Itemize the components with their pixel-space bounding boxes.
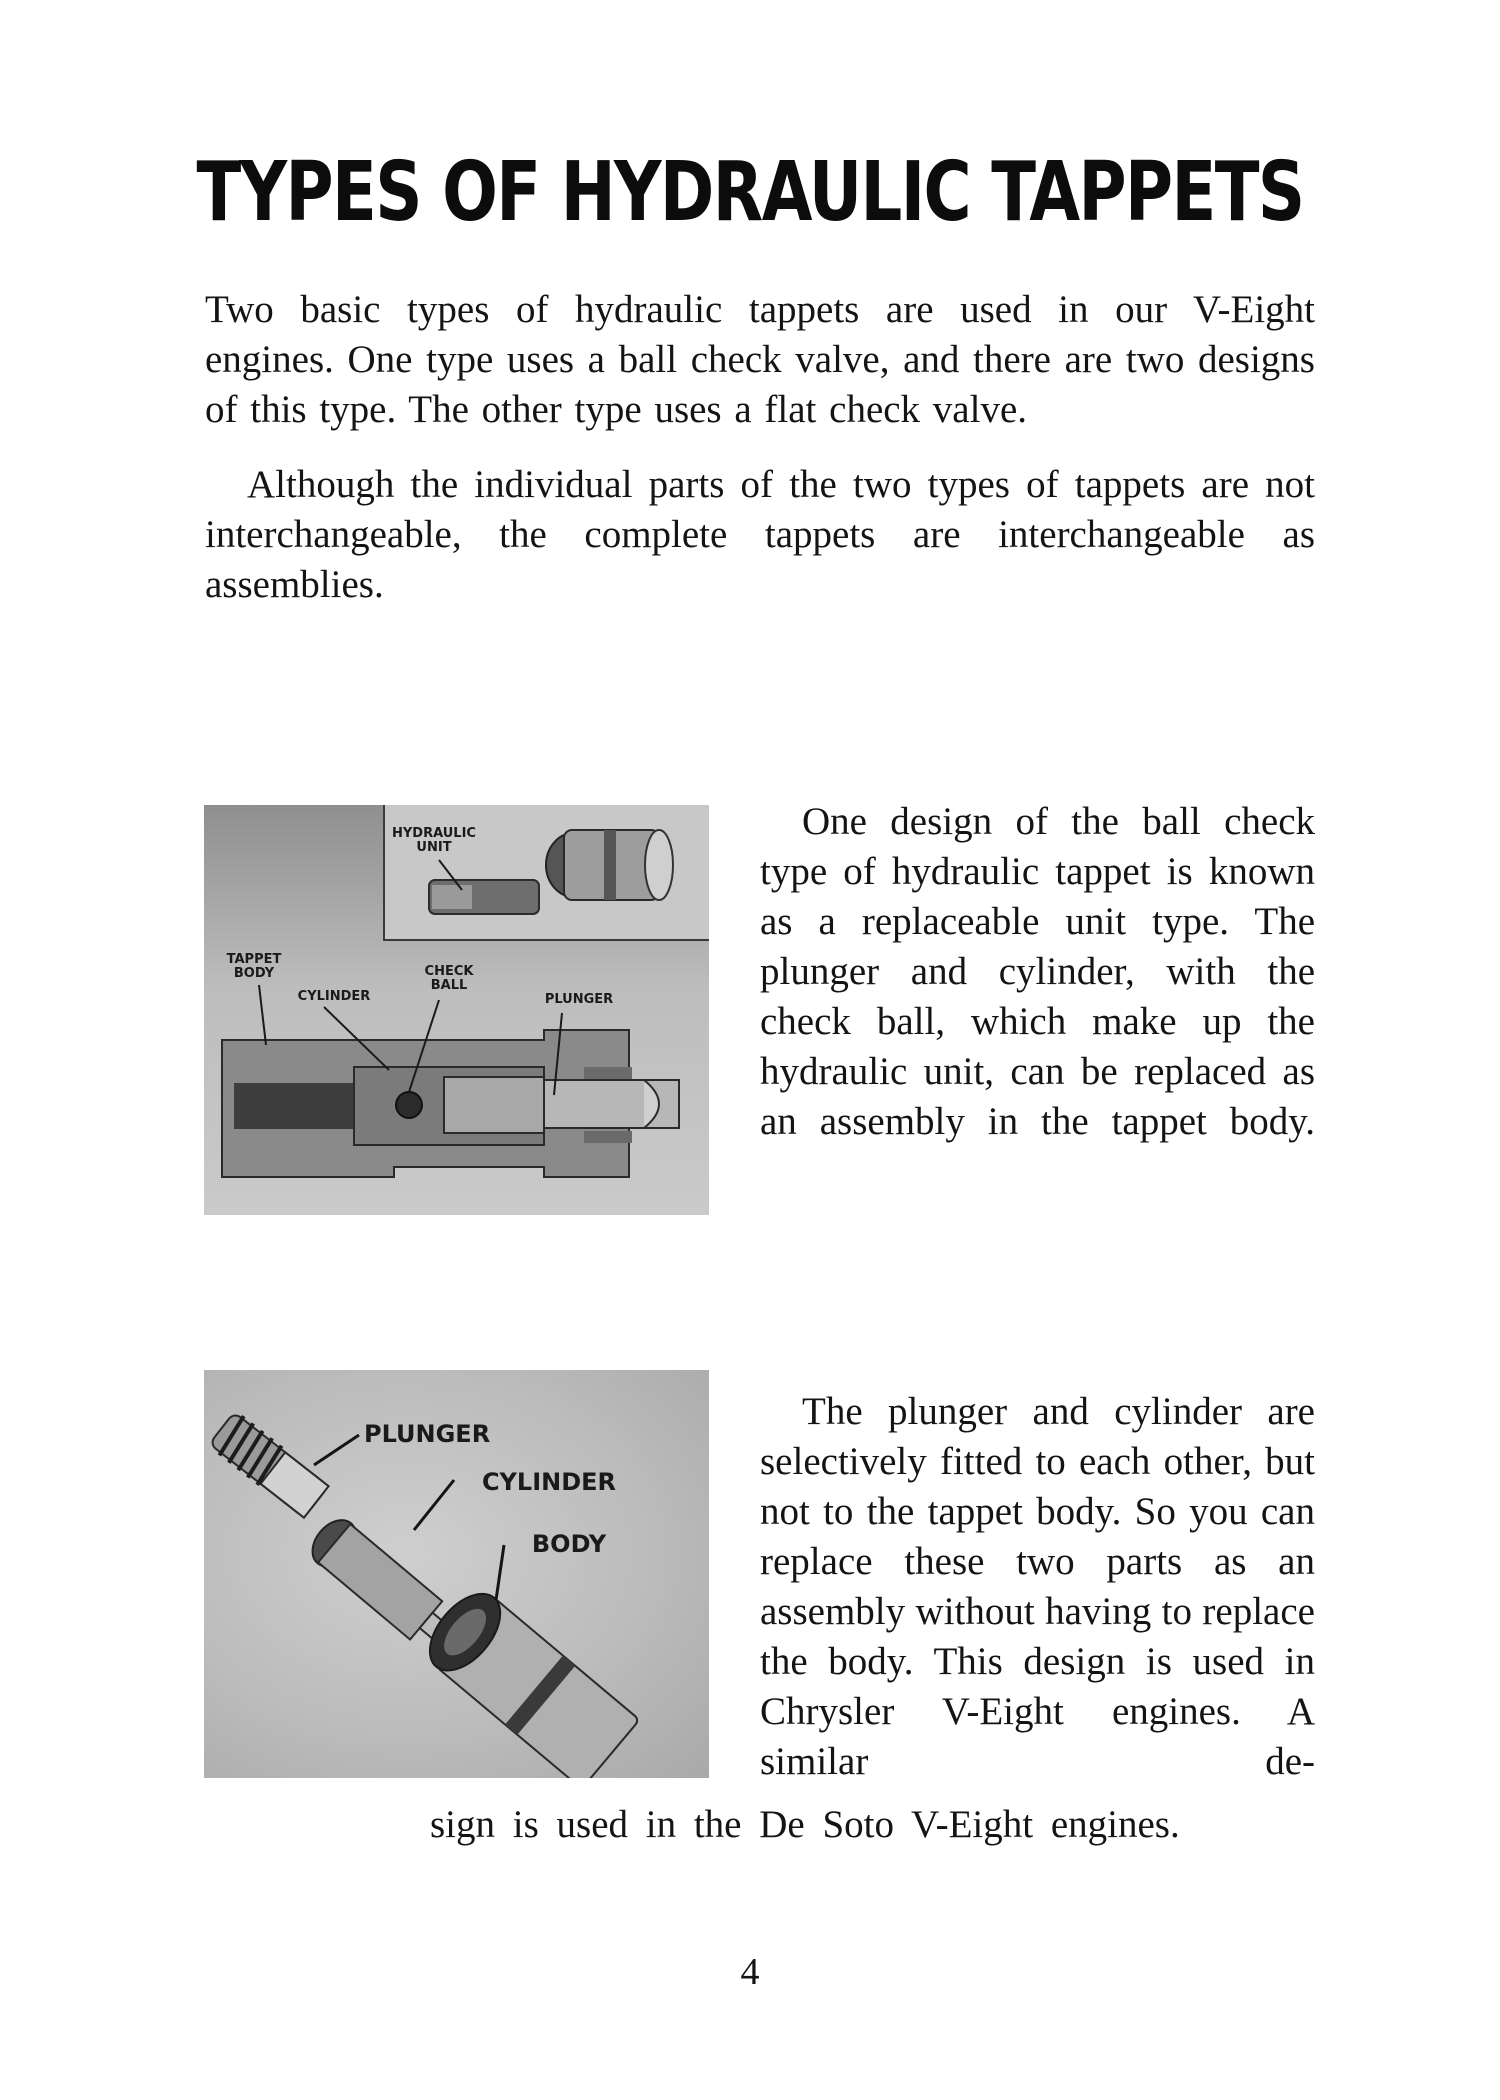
selective-fit-paragraph: The plunger and cylinder are selectively fitted to each other, but not to the tappet body. So you can replace these two parts as an assembly without having to replace the body. This design is used in Chrysler V-Eight engines. A similar de- — [760, 1390, 1315, 1783]
cutaway-tappet-photo — [204, 805, 709, 1215]
intro-paragraph: Two basic types of hydraulic tappets are used in our V-Eight engines. One type uses a ball check valve, and there are two designs of this type. The other type uses a flat check valve. — [205, 288, 1315, 431]
exploded-tappet-photo — [204, 1370, 709, 1778]
label-tappet-body: TAPPET BODY — [226, 952, 282, 981]
plunger-part — [208, 1410, 331, 1520]
label-cylinder-exploded: CYLINDER — [481, 1468, 617, 1496]
label-hydraulic-unit: HYDRAULIC UNIT — [392, 826, 476, 855]
page-title: TYPES OF HYDRAULIC TAPPETS — [196, 145, 1304, 240]
body-part — [416, 1581, 639, 1778]
replaceable-unit-paragraph: One design of the ball check type of hydraulic tappet is known as a replaceable unit type. The plunger and cylinder, with the check ball, which make up the hydraulic unit, can be replaced as an assembly in the tappet body. — [760, 800, 1315, 1143]
label-body-exploded: BODY — [531, 1530, 607, 1558]
label-plunger-exploded: PLUNGER — [364, 1420, 491, 1448]
label-check-ball: CHECK BALL — [424, 964, 474, 993]
page-number: 4 — [740, 1951, 760, 1993]
cutaway-body — [222, 1030, 679, 1177]
interchangeability-paragraph: Although the individual parts of the two types of tappets are not interchangeable, the complete tappets are interchangeable as assemblies. — [205, 463, 1315, 606]
label-plunger: PLUNGER — [544, 992, 614, 1007]
selective-fit-paragraph-end: sign is used in the De Soto V-Eight engines. — [430, 1803, 1180, 1846]
cutaway-tappet-drawing — [204, 805, 709, 1215]
label-cylinder: CYLINDER — [297, 989, 371, 1004]
